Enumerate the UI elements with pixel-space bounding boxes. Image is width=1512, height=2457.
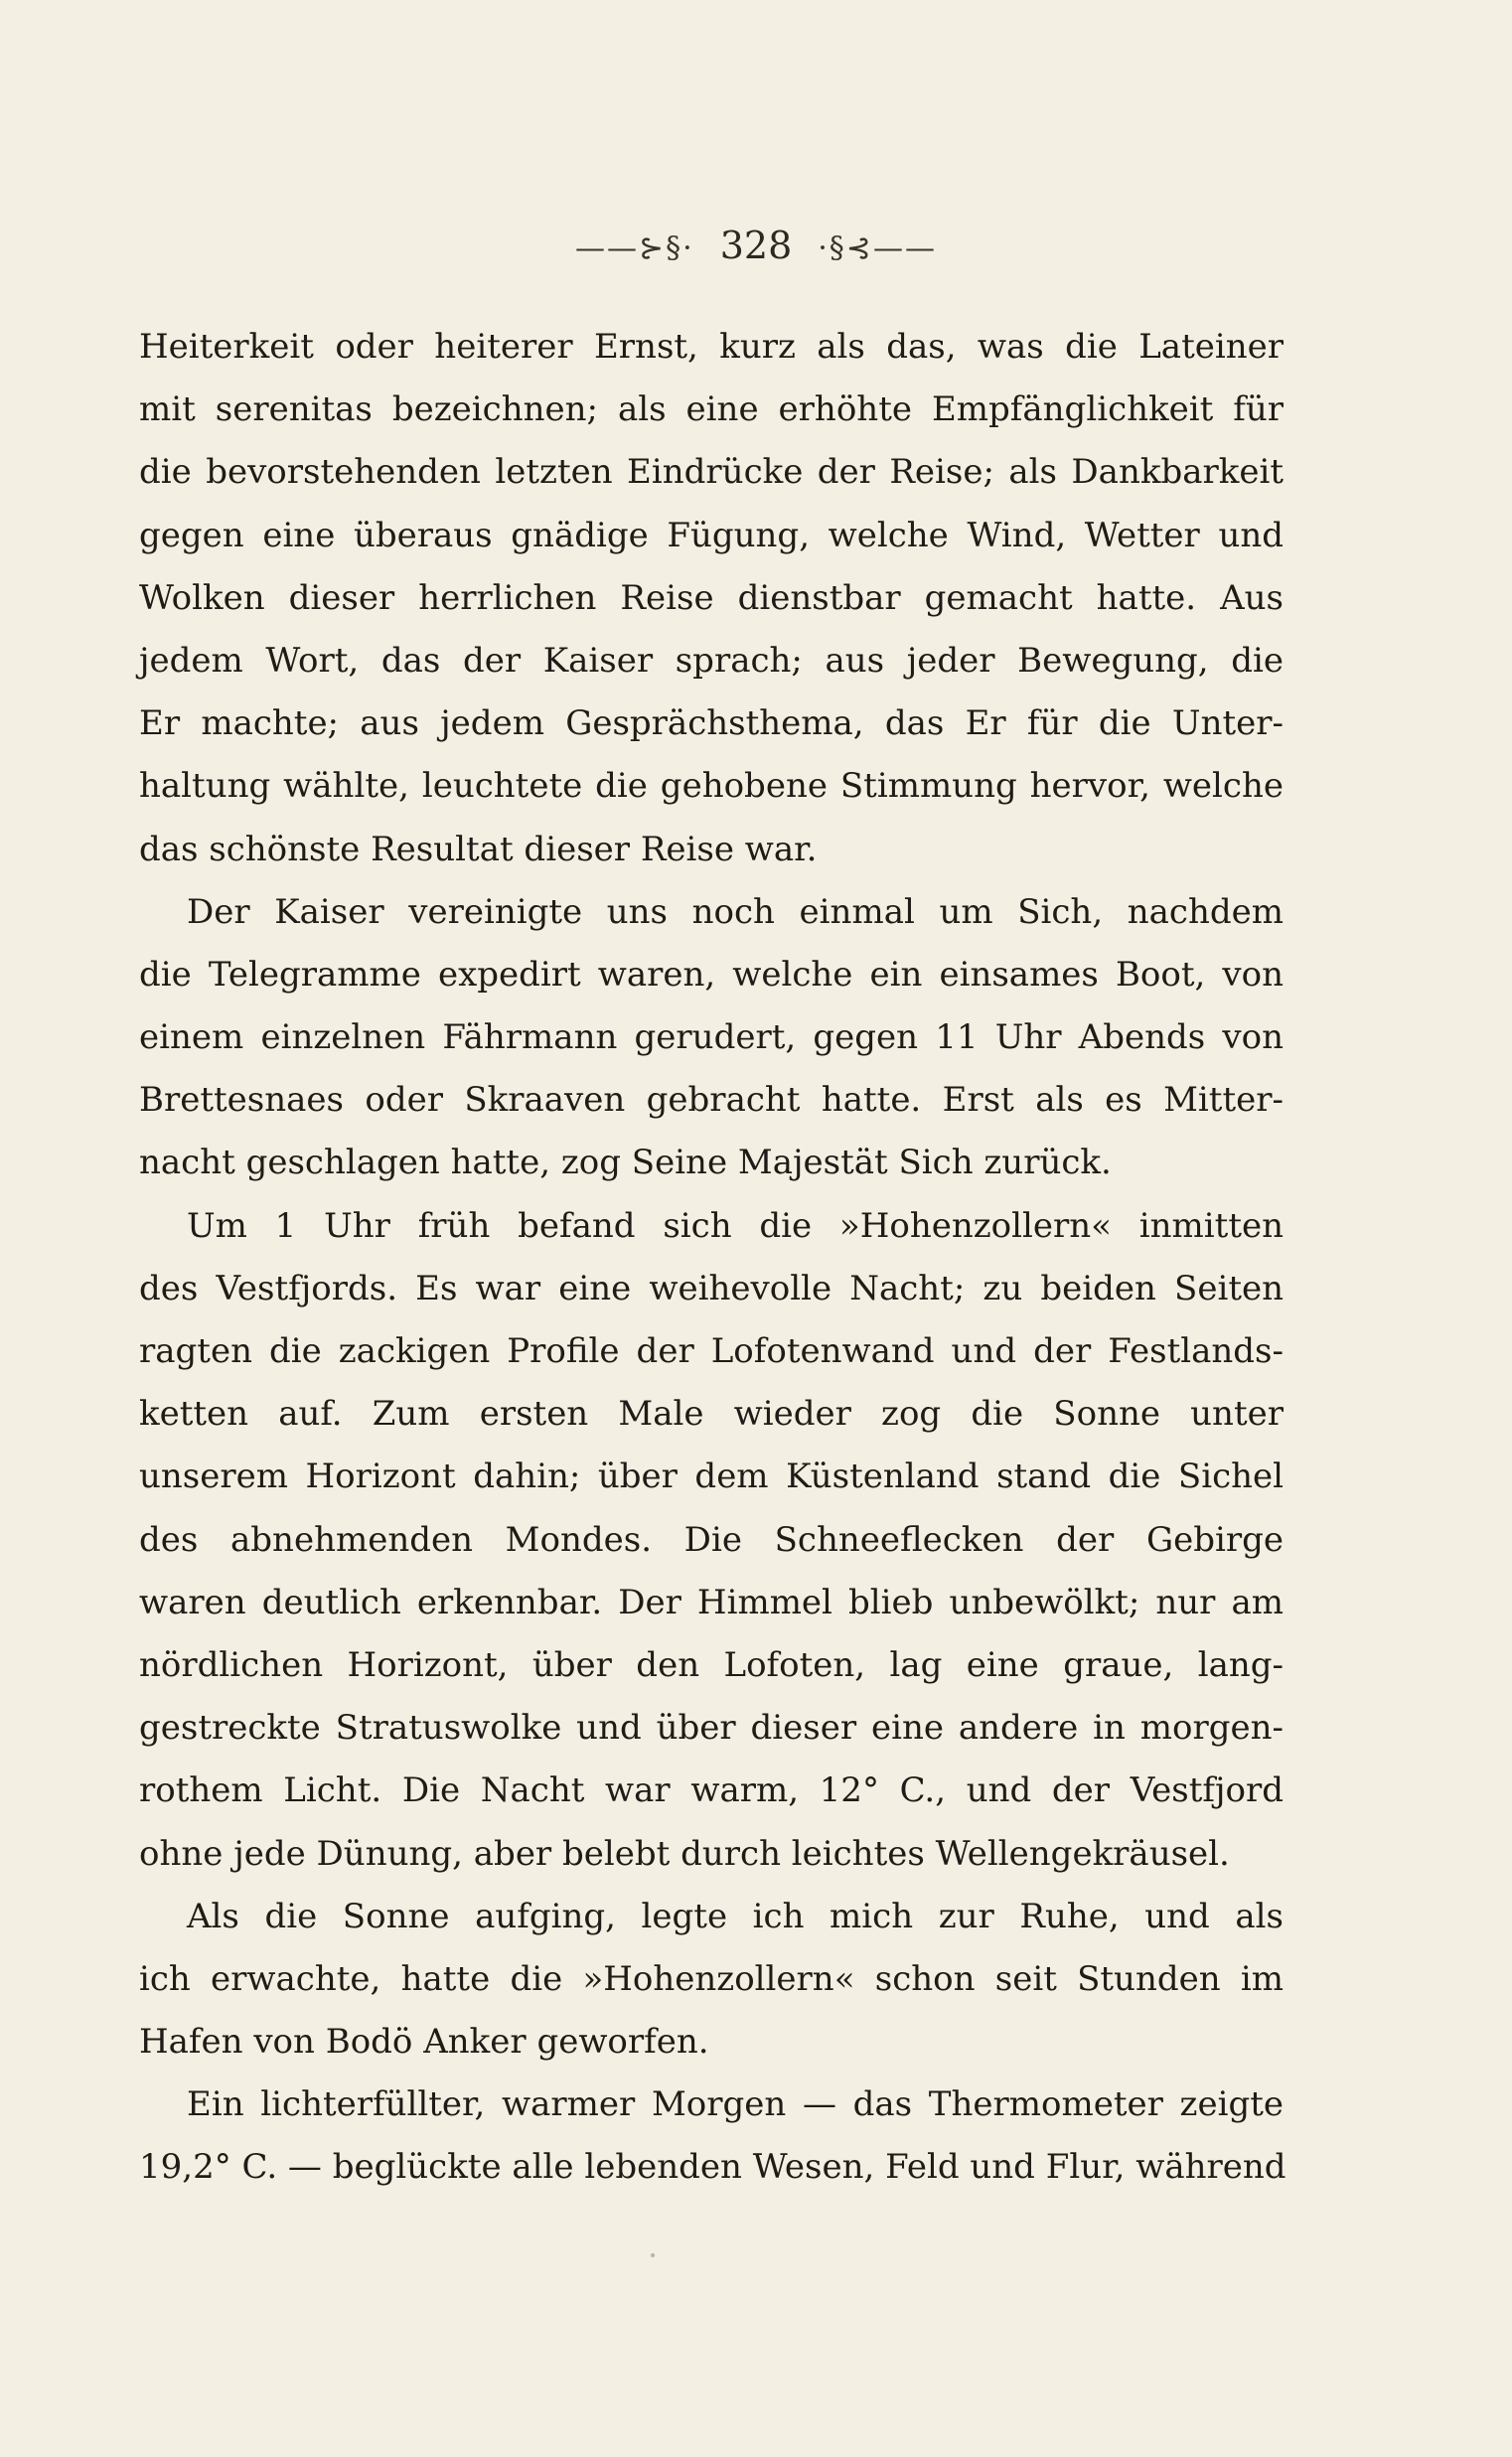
text-line: Hafen von Bodö Anker geworfen. — [139, 2022, 709, 2063]
text-line: Wolken dieser herrlichen Reise dienstbar gemacht hatte. Aus — [139, 577, 1284, 618]
text-line: Er machte; aus jedem Gesprächsthema, das Er für die Unter- — [139, 703, 1284, 744]
paper-speck — [651, 2253, 655, 2257]
paragraph-first-line: Um 1 Uhr früh befand sich die »Hohenzollern« inmitten — [187, 1205, 1284, 1246]
text-line: ketten auf. Zum ersten Male wieder zog die Sonne unter — [139, 1394, 1284, 1435]
text-line: des Vestfjords. Es war eine weihevolle Nacht; zu beiden Seiten — [139, 1268, 1284, 1308]
paragraph-first-line: Als die Sonne aufging, legte ich mich zur Ruhe, und als — [187, 1896, 1284, 1936]
text-line: ragten die zackigen Profile der Lofotenwand und der Festlands- — [139, 1331, 1284, 1371]
text-line: des abnehmenden Mondes. Die Schneeflecken der Gebirge — [139, 1519, 1284, 1560]
text-line: die bevorstehenden letzten Eindrücke der Reise; als Dankbarkeit — [139, 452, 1284, 493]
text-line: Brettesnaes oder Skraaven gebracht hatte. Erst als es Mitter- — [139, 1080, 1284, 1121]
text-line: das schönste Resultat dieser Reise war. — [139, 829, 818, 869]
text-line: die Telegramme expedirt waren, welche ein einsames Boot, von — [139, 954, 1284, 995]
text-line: unserem Horizont dahin; über dem Küstenland stand die Sichel — [139, 1457, 1284, 1497]
paragraph-first-line: Der Kaiser vereinigte uns noch einmal um Sich, nachdem — [187, 891, 1284, 932]
paragraph-first-line: Ein lichterfüllter, warmer Morgen — das Thermometer zeigte — [187, 2084, 1284, 2125]
text-line: mit serenitas bezeichnen; als eine erhöhte Empfänglichkeit für — [139, 389, 1284, 430]
right-ornament: ·§⊰—— — [818, 230, 937, 266]
text-line: nördlichen Horizont, über den Lofoten, lag eine graue, lang- — [139, 1644, 1284, 1685]
text-line: jedem Wort, das der Kaiser sprach; aus jeder Bewegung, die — [139, 640, 1284, 681]
text-line: gegen eine überaus gnädige Fügung, welche Wind, Wetter und — [139, 515, 1284, 555]
body-text — [139, 316, 1284, 2200]
text-line: ich erwachte, hatte die »Hohenzollern« schon seit Stunden im — [139, 1958, 1284, 1999]
text-line: 19,2° C. — beglückte alle lebenden Wesen, Feld und Flur, während — [139, 2147, 1286, 2188]
text-line: Heiterkeit oder heiterer Ernst, kurz als das, was die Lateiner — [139, 327, 1284, 367]
page-header — [0, 221, 1512, 274]
page-number: 328 — [719, 224, 793, 267]
text-line: einem einzelnen Fährmann gerudert, gegen 11 Uhr Abends von — [139, 1017, 1284, 1058]
text-line: nacht geschlagen hatte, zog Seine Majestät Sich zurück. — [139, 1143, 1112, 1183]
text-line: haltung wählte, leuchtete die gehobene Stimmung hervor, welche — [139, 766, 1284, 807]
left-ornament: ——⊱§· — [575, 230, 694, 266]
text-line: ohne jede Dünung, aber belebt durch leichtes Wellengekräusel. — [139, 1833, 1230, 1874]
text-line: rothem Licht. Die Nacht war warm, 12° C., und der Vestfjord — [139, 1770, 1284, 1811]
text-line: gestreckte Stratuswolke und über dieser eine andere in morgen- — [139, 1708, 1284, 1749]
text-line: waren deutlich erkennbar. Der Himmel blieb unbewölkt; nur am — [139, 1582, 1284, 1622]
